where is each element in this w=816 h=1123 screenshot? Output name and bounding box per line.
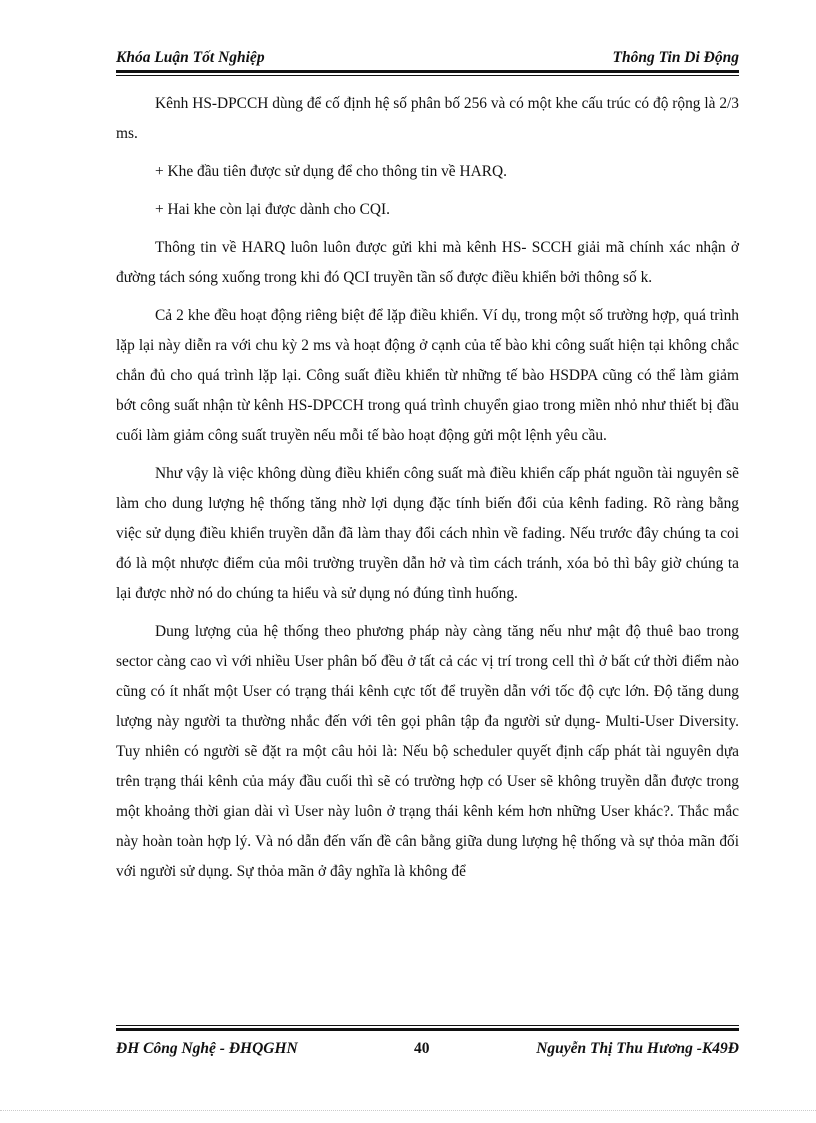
header-rule-thin [116,75,739,76]
header-thesis-title: Khóa Luận Tốt Nghiệp [116,49,265,66]
page-edge-line [0,1110,816,1111]
paragraph: Kênh HS-DPCCH dùng để cố định hệ số phân bố 256 và có một khe cấu trúc có độ rộng là 2/3 ms. [116,95,739,142]
page-header [116,47,739,69]
page-footer [116,1040,739,1062]
footer-university: ĐH Công Nghệ - ĐHQGHN [116,1040,298,1057]
header-rule-thick [116,70,739,73]
body-text [116,89,739,895]
paragraph: Cả 2 khe đều hoạt động riêng biệt để lặp điều khiển. Ví dụ, trong một số trường hợp, quá trình lặp lại này diễn ra với chu kỳ 2 ms và hoạt động ở cạnh của tế bào khi công suất hiện tại không chắc chắn đủ cho quá trình lặp lại. Công suất điều khiển từ những tế bào HSDPA cũng có thể làm giảm bớt công suất nhận từ kênh HS-DPCCH trong quá trình chuyển giao trong miền nhỏ như thiết bị đầu cuối làm giảm công suất truyền nếu mỗi tế bào hoạt động gửi một lệnh yêu cầu. [116,307,739,444]
paragraph: Như vậy là việc không dùng điều khiển công suất mà điều khiển cấp phát nguồn tài nguyên sẽ làm cho dung lượng hệ thống tăng nhờ lợi dụng đặc tính biến đổi của kênh fading. Rõ ràng bằng việc sử dụng điều khiển truyền dẫn đã làm thay đổi cách nhìn về fading. Nếu trước đây chúng ta coi đó là một nhược điểm của môi trường truyền dẫn hở và tìm cách tránh, xóa bỏ thì bây giờ chúng ta lại được nhờ nó do chúng ta hiểu và sử dụng nó đúng tình huống. [116,465,739,602]
footer-author: Nguyễn Thị Thu Hương -K49Đ [536,1040,739,1057]
footer-rule-thin [116,1025,739,1026]
paragraph: + Hai khe còn lại được dành cho CQI. [155,201,391,218]
header-subject-title: Thông Tin Di Động [612,49,739,66]
paragraph: + Khe đầu tiên được sử dụng để cho thông tin về HARQ. [155,163,507,180]
page-number: 40 [414,1040,430,1057]
footer-rule-thick [116,1028,739,1031]
paragraph: Dung lượng của hệ thống theo phương pháp này càng tăng nếu như mật độ thuê bao trong sector càng cao vì với nhiều User phân bố đều ở tất cả các vị trí trong cell thì ở bất cứ thời điểm nào cũng có ít nhất một User có trạng thái kênh cực tốt để truyền dẫn với tốc độ cực lớn. Độ tăng dung lượng này người ta thường nhắc đến với tên gọi phân tập đa người sử dụng- Multi-User Diversity. Tuy nhiên có người sẽ đặt ra một câu hỏi là: Nếu bộ scheduler quyết định cấp phát tài nguyên dựa trên trạng thái kênh của máy đầu cuối thì sẽ có trường hợp có User sẽ không truyền dẫn được trong một khoảng thời gian dài vì User này luôn ở trạng thái kênh kém hơn những User khác?. Thắc mắc này hoàn toàn hợp lý. Và nó dẫn đến vấn đề cân bằng giữa dung lượng hệ thống và sự thỏa mãn đối với người sử dụng. Sự thỏa mãn ở đây nghĩa là không để [116,623,739,880]
paragraph: Thông tin về HARQ luôn luôn được gửi khi mà kênh HS- SCCH giải mã chính xác nhận ở đường tách sóng xuống trong khi đó QCI truyền tần số được điều khiển bởi thông số k. [116,239,739,286]
